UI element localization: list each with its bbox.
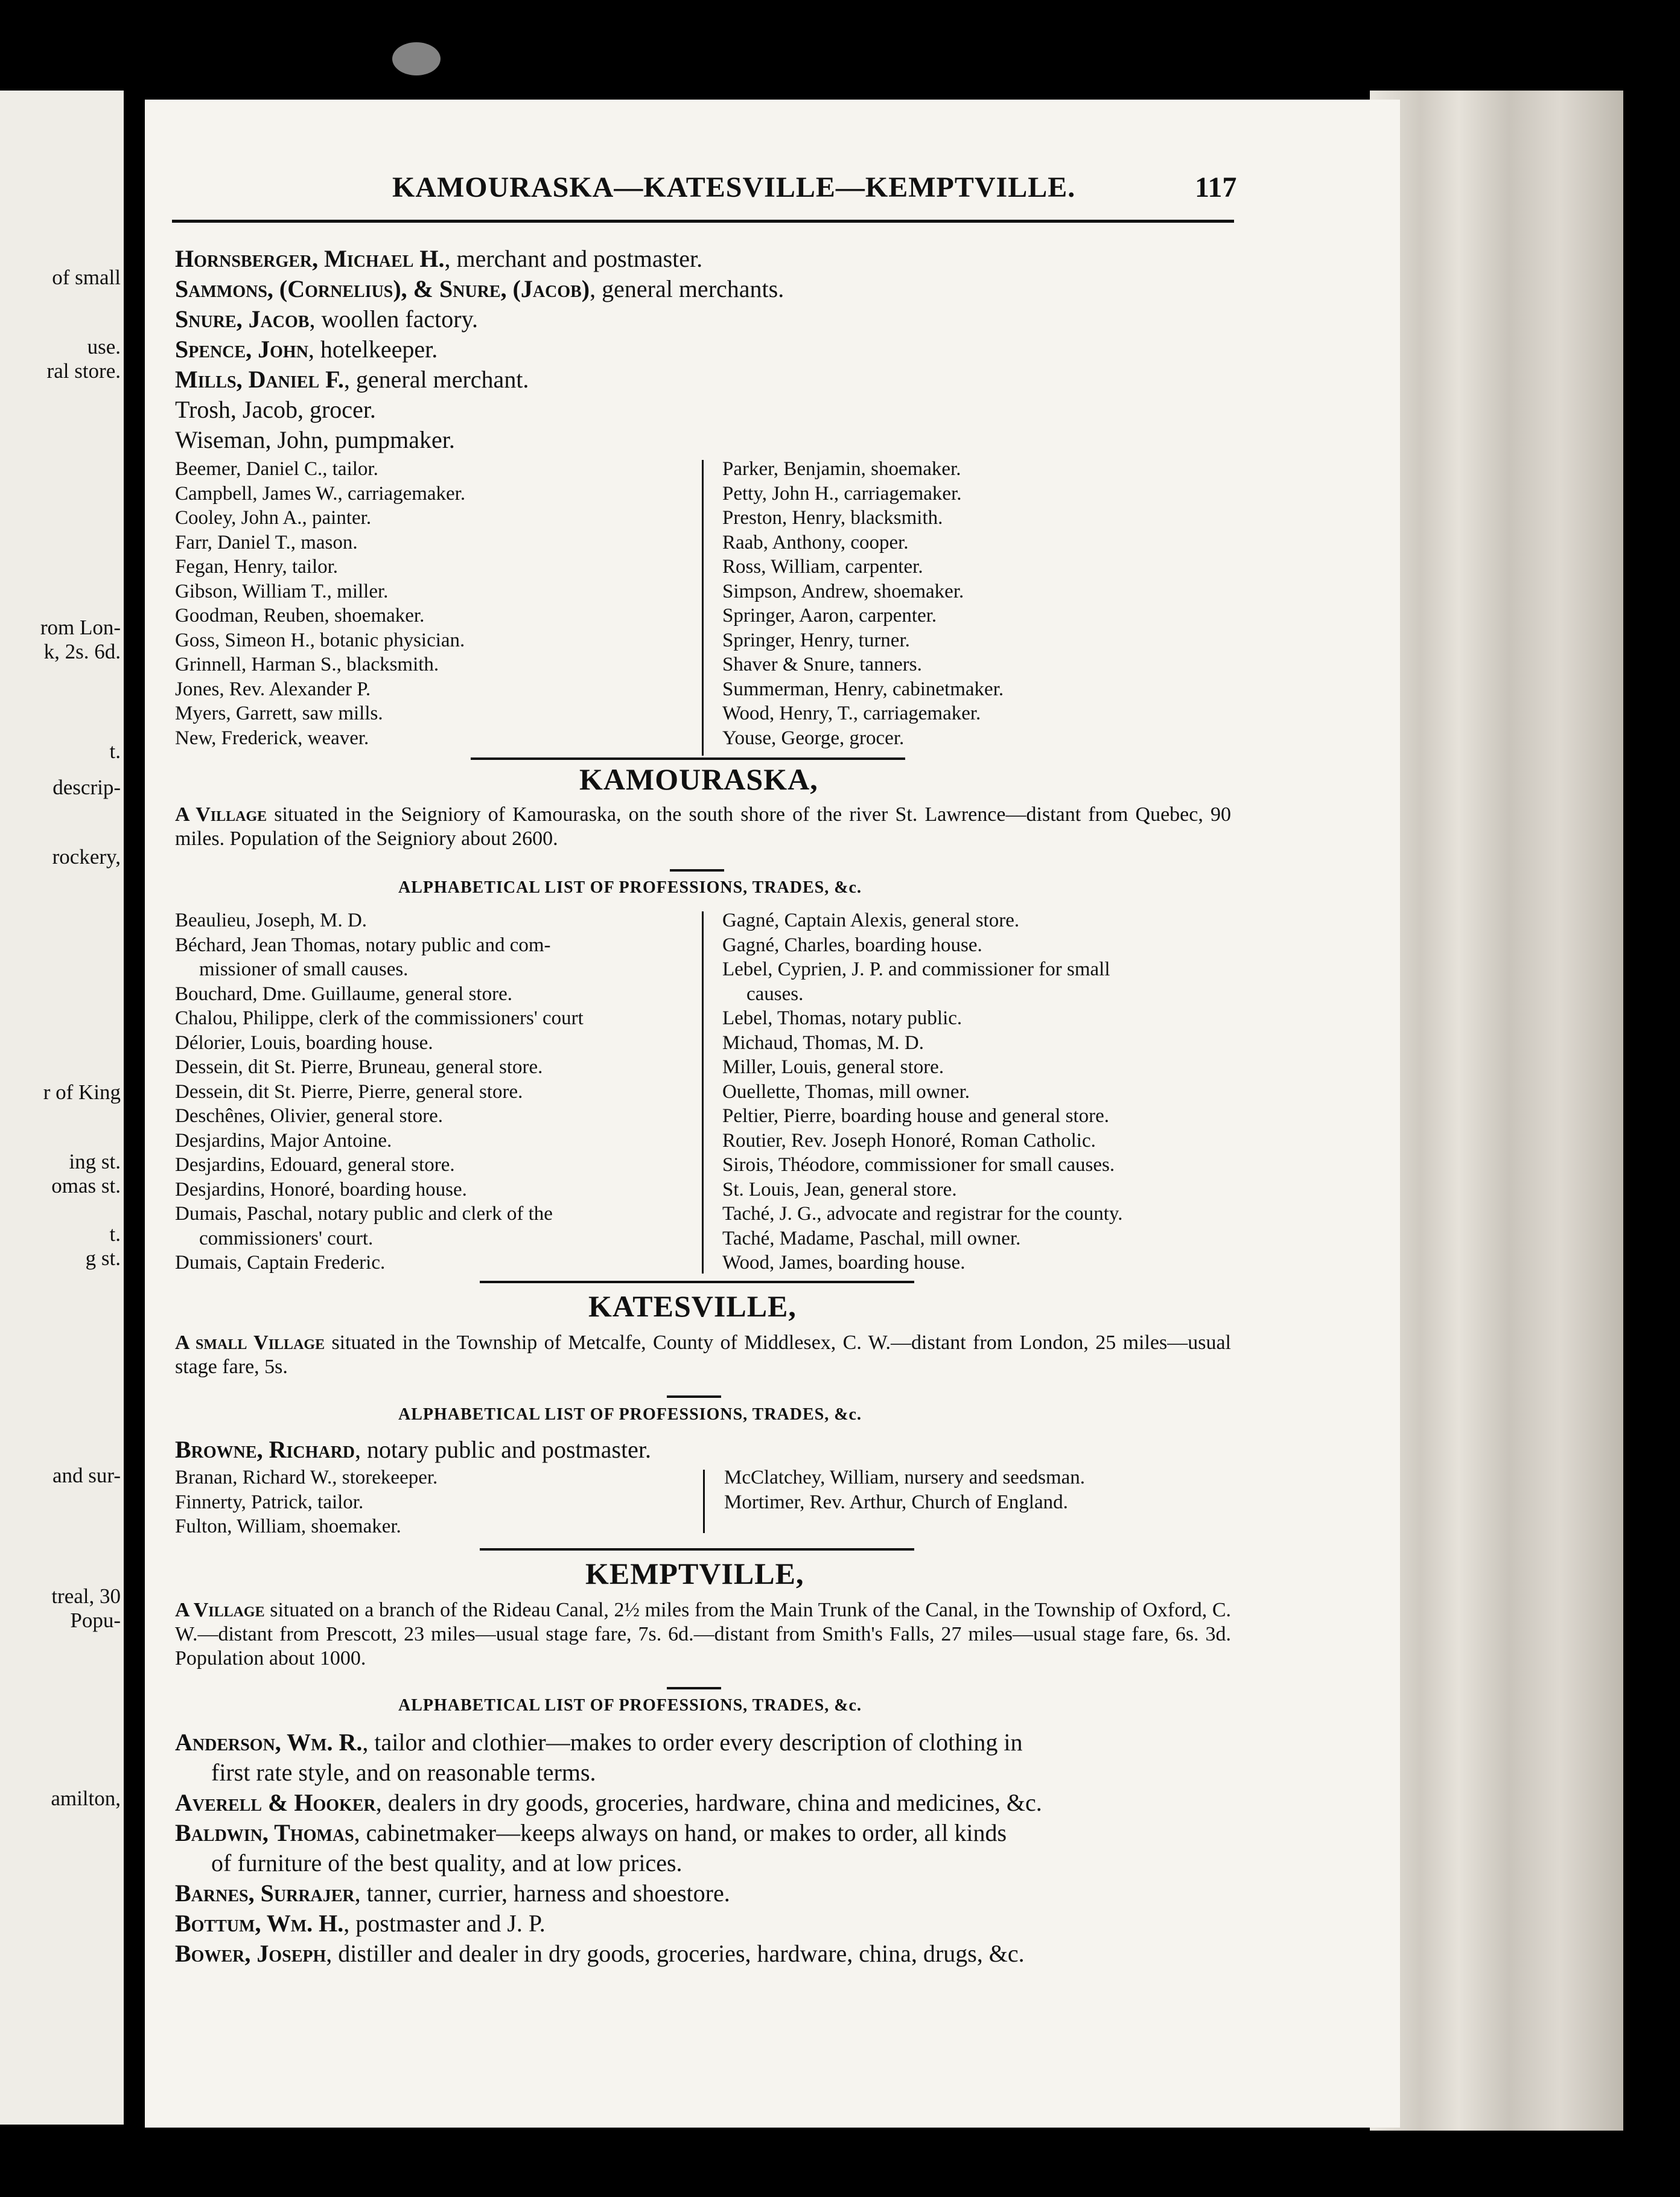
list-heading: ALPHABETICAL LIST OF PROFESSIONS, TRADES, &c. (398, 878, 862, 897)
column-divider (703, 1470, 705, 1533)
directory-entry: Anderson, Wm. R., tailor and clothier—makes to order every description of clothing in first rate style, and on reasonable terms. Averell & Hooker, dealers in dry goods, groceries, hardware, china and medicines, &c. Baldwin, Thomas, cabinetmaker—keeps always on hand, or makes to order, all kinds of furniture of the best quality, and at low prices. Barnes, Surrajer, tanner, currier, harness and shoestore. Bottum, Wm. H., postmaster and J. P. Bower, Joseph, distiller and dealer in dry goods, groceries, hardware, china, drugs, &c. (175, 1729, 1042, 1967)
list-column-left (175, 457, 465, 750)
short-rule (670, 869, 724, 872)
prev-page-fragment: amilton, (51, 1787, 121, 1810)
list-heading: ALPHABETICAL LIST OF PROFESSIONS, TRADES, &c. (398, 1696, 862, 1715)
list-item: Desjardins, Major Antoine. (175, 1129, 392, 1152)
list-item: Springer, Aaron, carpenter. (722, 605, 937, 627)
prev-page-fragment: t. (109, 1222, 121, 1246)
list-item: Goodman, Reuben, shoemaker. (175, 605, 425, 627)
list-item: Peltier, Pierre, boarding house and general store. (722, 1105, 1110, 1127)
prev-page-fragment: and sur- (52, 1464, 121, 1487)
list-item: Petty, John H., carriagemaker. (722, 482, 962, 505)
prev-page-fragment: ral store. (46, 359, 121, 383)
short-rule (667, 1687, 721, 1689)
previous-page-edge (0, 91, 124, 2125)
list-item: Springer, Henry, turner. (722, 629, 910, 651)
prev-page-fragment: descrip- (52, 776, 121, 799)
short-rule (667, 1395, 721, 1398)
section-rule (471, 757, 905, 760)
list-item: Chalou, Philippe, clerk of the commissioners' court (175, 1007, 584, 1029)
prev-page-fragment: rockery, (52, 845, 121, 869)
book-page-edges (1370, 91, 1623, 2131)
list-item: Mortimer, Rev. Arthur, Church of England. (724, 1491, 1068, 1513)
list-item: commissioners' court. (199, 1227, 374, 1249)
list-item: Lebel, Thomas, notary public. (722, 1007, 962, 1029)
list-heading: ALPHABETICAL LIST OF PROFESSIONS, TRADES, &c. (398, 1405, 862, 1424)
list-item: Simpson, Andrew, shoemaker. (722, 580, 964, 602)
list-item: Wood, Henry, T., carriagemaker. (722, 703, 981, 724)
list-item: Shaver & Snure, tanners. (722, 654, 922, 675)
list-column-left (175, 908, 584, 1275)
list-item: Ross, William, carpenter. (722, 556, 923, 578)
list-item: missioner of small causes. (199, 958, 409, 980)
header-rule (172, 220, 1234, 223)
list-item: Dessein, dit St. Pierre, Bruneau, general store. (175, 1056, 543, 1078)
directory-entry: Wiseman, John, pumpmaker. (175, 426, 455, 453)
list-item: Fegan, Henry, tailor. (175, 556, 339, 578)
list-item: Routier, Rev. Joseph Honoré, Roman Catholic. (722, 1129, 1096, 1152)
prev-page-fragment: omas st. (51, 1174, 121, 1197)
page-number: 117 (1195, 171, 1237, 203)
list-item: Grinnell, Harman S., blacksmith. (175, 654, 439, 675)
prev-page-fragment: ing st. (69, 1150, 121, 1173)
list-item: Michaud, Thomas, M. D. (722, 1032, 924, 1054)
list-item: Taché, Madame, Paschal, mill owner. (722, 1227, 1021, 1249)
list-item: Gibson, William T., miller. (175, 580, 389, 602)
list-item: Miller, Louis, general store. (722, 1056, 944, 1078)
list-item: Bouchard, Dme. Guillaume, general store. (175, 983, 512, 1005)
list-item: Desjardins, Honoré, boarding house. (175, 1178, 467, 1201)
list-item: Goss, Simeon H., botanic physician. (175, 629, 465, 651)
prev-page-fragment: treal, 30 (51, 1584, 121, 1608)
list-item: Fulton, William, shoemaker. (175, 1516, 401, 1537)
list-item: Taché, J. G., advocate and registrar for the county. (722, 1203, 1123, 1225)
directory-entry: Hornsberger, Michael H., merchant and postmaster. (175, 245, 703, 272)
list-item: Raab, Anthony, cooper. (722, 531, 909, 553)
directory-entry: Trosh, Jacob, grocer. (175, 396, 376, 423)
list-item: Beemer, Daniel C., tailor. (175, 458, 378, 480)
town-heading-katesville: KATESVILLE, (588, 1289, 797, 1323)
list-column-left (175, 1465, 438, 1539)
list-item: Gagné, Charles, boarding house. (722, 934, 982, 956)
list-column-right (722, 908, 1123, 1275)
list-column-right (722, 457, 1004, 750)
list-item: St. Louis, Jean, general store. (722, 1178, 957, 1201)
section-rule (480, 1548, 914, 1551)
column-divider (702, 460, 704, 756)
list-item: Preston, Henry, blacksmith. (722, 507, 943, 529)
directory-entry: Spence, John, hotelkeeper. (175, 336, 438, 363)
town-description: A Village situated in the Seigniory of Kamouraska, on the south shore of the river St. Lawrence—distant from Quebec, 90 miles. Population of the Seigniory about 2600. (175, 803, 1231, 850)
column-divider (702, 911, 704, 1274)
prev-page-fragment: of small (52, 266, 121, 289)
directory-entry: Sammons, (Cornelius), & Snure, (Jacob), general merchants. (175, 275, 784, 302)
list-item: Finnerty, Patrick, tailor. (175, 1491, 364, 1513)
list-item: Sirois, Théodore, commissioner for small causes. (722, 1154, 1115, 1176)
list-item: Cooley, John A., painter. (175, 507, 372, 529)
town-heading-kamouraska: KAMOURASKA, (579, 762, 818, 796)
list-item: Délorier, Louis, boarding house. (175, 1032, 433, 1054)
list-item: Summerman, Henry, cabinetmaker. (722, 678, 1004, 700)
list-item: Béchard, Jean Thomas, notary public and com- (175, 934, 551, 956)
list-item: Gagné, Captain Alexis, general store. (722, 910, 1020, 931)
list-item: Dumais, Paschal, notary public and clerk of the (175, 1203, 553, 1225)
list-item: Deschênes, Olivier, general store. (175, 1105, 444, 1127)
directory-entry: Browne, Richard, notary public and postmaster. (175, 1436, 652, 1463)
prev-page-fragment: k, 2s. 6d. (43, 640, 121, 663)
prev-page-fragment: t. (109, 739, 121, 763)
running-head: KAMOURASKA—KATESVILLE—KEMPTVILLE. (392, 171, 1076, 203)
list-item: Myers, Garrett, saw mills. (175, 703, 383, 724)
prev-page-fragment: r of King (43, 1080, 121, 1104)
prev-page-fragment: g st. (85, 1246, 121, 1270)
town-description: A small Village situated in the Township of Metcalfe, County of Middlesex, C. W.—distant from London, 25 miles—usual stage fare, 5s. (175, 1331, 1231, 1378)
list-item: Lebel, Cyprien, J. P. and commissioner for small (722, 958, 1110, 980)
town-description: A Village situated on a branch of the Rideau Canal, 2½ miles from the Main Trunk of the Canal, in the Township of Oxford, C. W.—distant from Prescott, 23 miles—usual stage fare, 7s. 6d.—distant from Smith's Falls, 27 miles—usual stage fare, 6s. 3d. Population about 1000. (175, 1599, 1231, 1669)
list-item: Dessein, dit St. Pierre, Pierre, general store. (175, 1080, 523, 1103)
prev-page-fragment: Popu- (70, 1609, 121, 1632)
list-item: Ouellette, Thomas, mill owner. (722, 1080, 970, 1103)
list-item: Beaulieu, Joseph, M. D. (175, 910, 368, 931)
directory-entry: Mills, Daniel F., general merchant. (175, 366, 529, 393)
list-item: Youse, George, grocer. (722, 727, 905, 749)
list-item: Parker, Benjamin, shoemaker. (722, 458, 961, 480)
town-heading-kemptville: KEMPTVILLE, (585, 1557, 804, 1590)
list-item: Branan, Richard W., storekeeper. (175, 1467, 438, 1488)
ink-smudge (392, 42, 441, 75)
list-column-right (724, 1465, 1085, 1514)
list-item: McClatchey, William, nursery and seedsman. (724, 1467, 1086, 1488)
list-item: Dumais, Captain Frederic. (175, 1252, 386, 1274)
prev-page-fragment: rom Lon- (40, 616, 121, 639)
directory-entry: Snure, Jacob, woollen factory. (175, 305, 479, 333)
section-rule (480, 1281, 914, 1283)
list-item: causes. (746, 983, 804, 1005)
list-item: Desjardins, Edouard, general store. (175, 1154, 455, 1176)
list-item: Farr, Daniel T., mason. (175, 531, 358, 553)
list-item: Jones, Rev. Alexander P. (175, 678, 371, 700)
list-item: Wood, James, boarding house. (722, 1252, 966, 1274)
prev-page-fragment: use. (87, 335, 121, 359)
list-item: New, Frederick, weaver. (175, 727, 369, 749)
list-item: Campbell, James W., carriagemaker. (175, 482, 466, 505)
